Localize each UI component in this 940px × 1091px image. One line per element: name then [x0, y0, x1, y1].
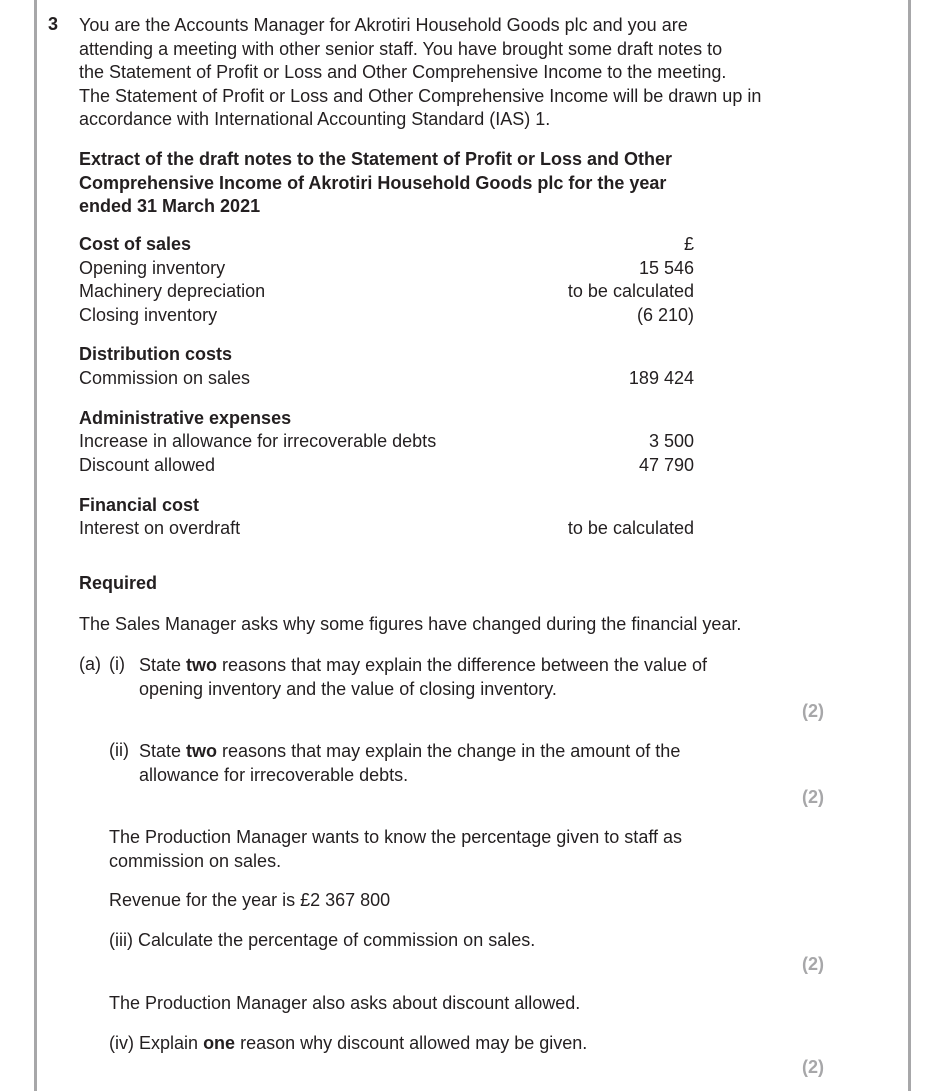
row-value: 15 546	[638, 258, 694, 278]
section-heading-distribution-costs	[79, 343, 694, 367]
table-row	[79, 454, 694, 478]
section-heading: Cost of sales	[79, 234, 192, 254]
extract-title-line: ended 31 March 2021	[79, 196, 261, 216]
table-row	[79, 367, 694, 391]
part-ii-text	[139, 740, 680, 787]
section-heading: Financial cost	[79, 495, 200, 515]
emphasis: one	[203, 1033, 236, 1053]
table-row	[79, 517, 694, 541]
text: State	[139, 741, 187, 761]
section-heading-cost-of-sales	[79, 233, 694, 257]
table-row	[79, 304, 694, 328]
table-row	[79, 280, 694, 304]
extract-title-line: Extract of the draft notes to the Statement of Profit or Loss and Other	[79, 149, 673, 169]
text: reason why discount allowed may be given.	[235, 1033, 588, 1053]
intro-line: You are the Accounts Manager for Akrotiri Household Goods plc and you are	[79, 15, 688, 35]
intro-line: the Statement of Profit or Loss and Other Comprehensive Income to the meeting.	[79, 62, 727, 82]
row-label: Opening inventory	[79, 258, 226, 278]
part-iv	[109, 1033, 587, 1054]
marks-badge: (2)	[802, 701, 824, 721]
extract-title	[79, 148, 672, 219]
row-value: to be calculated	[567, 281, 694, 301]
page-left-border	[34, 0, 37, 1091]
text: commission on sales.	[109, 850, 282, 871]
row-label: Commission on sales	[79, 368, 251, 388]
production-manager-context	[109, 826, 682, 873]
section-heading: Administrative expenses	[79, 408, 292, 428]
text: State	[139, 655, 187, 675]
text: opening inventory and the value of closing inventory.	[139, 678, 557, 699]
section-heading-administrative-expenses	[79, 407, 694, 431]
part-iii-text: Calculate the percentage of commission on sales.	[138, 930, 536, 950]
row-label: Discount allowed	[79, 455, 216, 475]
discount-context: The Production Manager also asks about discount allowed.	[109, 993, 581, 1013]
row-value: 3 500	[648, 431, 694, 451]
question-number: 3	[48, 14, 59, 34]
row-label: Closing inventory	[79, 305, 218, 325]
intro-line: accordance with International Accounting Standard (IAS) 1.	[79, 109, 551, 129]
question-intro	[79, 14, 839, 132]
emphasis: two	[186, 655, 218, 675]
row-label: Interest on overdraft	[79, 518, 241, 538]
intro-line: attending a meeting with other senior staff. You have brought some draft notes to	[79, 38, 723, 59]
emphasis: two	[186, 741, 218, 761]
part-iii-label: (iii)	[109, 930, 133, 950]
part-a-label: (a)	[79, 654, 101, 674]
row-label: Machinery depreciation	[79, 281, 266, 301]
marks-badge: (2)	[802, 954, 824, 974]
sales-manager-context: The Sales Manager asks why some figures have changed during the financial year.	[79, 614, 742, 634]
table-row	[79, 430, 694, 454]
table-row	[79, 257, 694, 281]
revenue-statement: Revenue for the year is £2 367 800	[109, 890, 391, 910]
row-label: Increase in allowance for irrecoverable debts	[79, 431, 437, 451]
part-ii-label: (ii)	[109, 740, 129, 760]
text: allowance for irrecoverable debts.	[139, 764, 409, 785]
section-heading: Distribution costs	[79, 344, 233, 364]
intro-line: The Statement of Profit or Loss and Other Comprehensive Income will be drawn up in	[79, 85, 762, 106]
part-iii	[109, 930, 535, 951]
currency-symbol: £	[683, 234, 694, 254]
row-value: to be calculated	[567, 518, 694, 538]
part-iv-label: (iv)	[109, 1033, 134, 1053]
row-value: 189 424	[628, 368, 694, 388]
marks-badge: (2)	[802, 1057, 824, 1077]
text: Explain	[139, 1033, 204, 1053]
row-value: 47 790	[638, 455, 694, 475]
text: reasons that may explain the difference between the value of	[217, 655, 708, 675]
marks-badge: (2)	[802, 787, 824, 807]
part-i-label: (i)	[109, 654, 125, 674]
row-value: (6 210)	[636, 305, 694, 325]
page-right-border	[908, 0, 911, 1091]
text: The Production Manager wants to know the percentage given to staff as	[109, 827, 683, 847]
required-heading: Required	[79, 573, 158, 593]
section-heading-financial-cost	[79, 494, 694, 518]
text: reasons that may explain the change in the amount of the	[217, 741, 681, 761]
part-i-text	[139, 654, 707, 701]
extract-title-line: Comprehensive Income of Akrotiri Household Goods plc for the year	[79, 172, 667, 193]
